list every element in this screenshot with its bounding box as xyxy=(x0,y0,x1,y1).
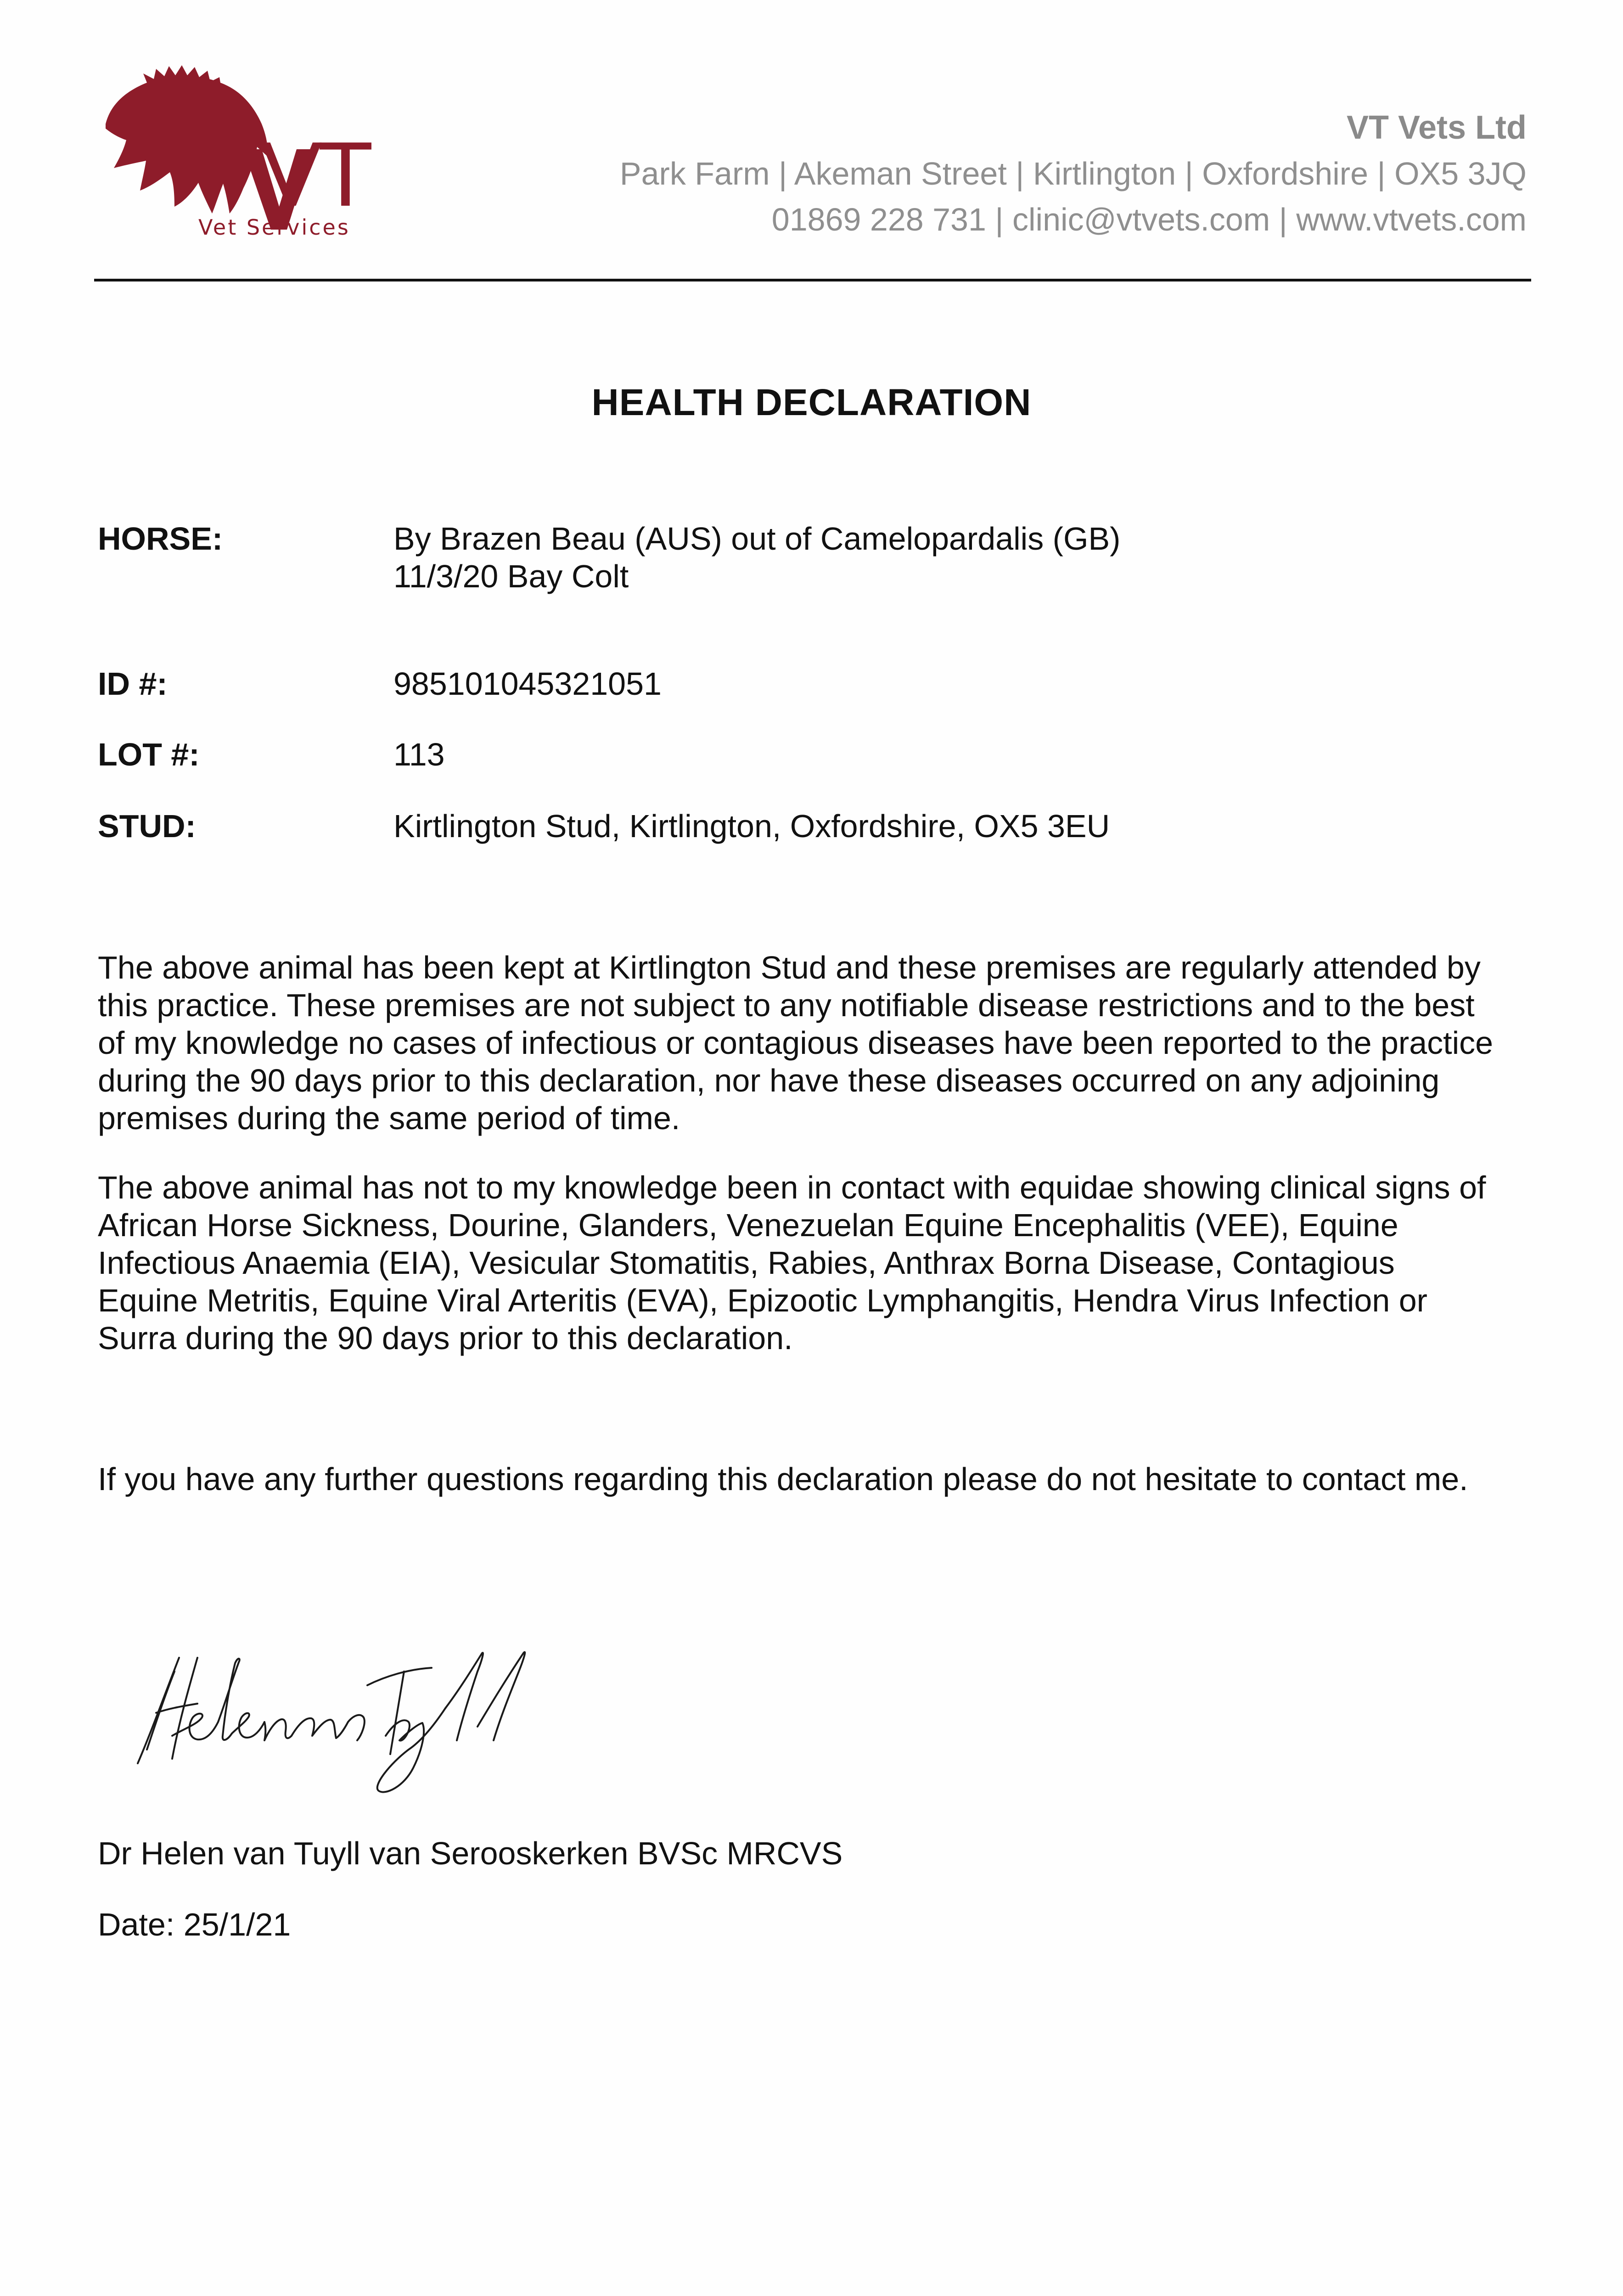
id-label: ID #: xyxy=(98,666,168,702)
paragraph-line: If you have any further questions regarding this declaration please do not hesitate to contact me. xyxy=(98,1461,1468,1497)
horse-pedigree: By Brazen Beau (AUS) out of Camelopardalis (GB) xyxy=(393,521,1121,557)
paragraph-line: premises during the same period of time. xyxy=(98,1100,680,1136)
vt-vet-services-logo xyxy=(92,55,369,248)
paragraph-line: during the 90 days prior to this declaration, nor have these diseases occurred on any adjoining xyxy=(98,1063,1440,1098)
premises-paragraph xyxy=(98,949,1535,1137)
header-divider xyxy=(94,279,1531,281)
paragraph-line: The above animal has been kept at Kirtlington Stud and these premises are regularly attended by xyxy=(98,950,1481,985)
document-title: HEALTH DECLARATION xyxy=(591,382,1032,423)
declaration-date: Date: 25/1/21 xyxy=(98,1907,291,1942)
paragraph-line: Infectious Anaemia (EIA), Vesicular Stomatitis, Rabies, Anthrax Borna Disease, Contagious xyxy=(98,1245,1395,1281)
signatory-name: Dr Helen van Tuyll van Serooskerken BVSc MRCVS xyxy=(98,1835,843,1871)
paragraph-line: this practice. These premises are not subject to any notifiable disease restrictions and to the best xyxy=(98,987,1475,1023)
stud-label: STUD: xyxy=(98,808,196,844)
lot-label: LOT #: xyxy=(98,737,200,772)
logo-letters: VT xyxy=(261,123,369,225)
stud-value: Kirtlington Stud, Kirtlington, Oxfordshire, OX5 3EU xyxy=(393,808,1110,844)
company-header xyxy=(620,105,1527,242)
contact-paragraph xyxy=(98,1460,1535,1498)
company-contact: 01869 228 731 | clinic@vtvets.com | www.vtvets.com xyxy=(771,202,1527,237)
horse-label: HORSE: xyxy=(98,521,223,557)
company-name: VT Vets Ltd xyxy=(1346,109,1527,146)
paragraph-line: African Horse Sickness, Dourine, Glanders, Venezuelan Equine Encephalitis (VEE), Equine xyxy=(98,1207,1398,1243)
paragraph-line: The above animal has not to my knowledge been in contact with equidae showing clinical signs of xyxy=(98,1170,1486,1205)
horse-details: 11/3/20 Bay Colt xyxy=(393,558,629,594)
paragraph-line: Equine Metritis, Equine Viral Arteritis (EVA), Epizootic Lymphangitis, Hendra Virus Infection or xyxy=(98,1283,1427,1318)
disease-contact-paragraph xyxy=(98,1169,1535,1357)
id-value: 985101045321051 xyxy=(393,666,662,702)
handwritten-signature xyxy=(129,1626,551,1800)
lot-value: 113 xyxy=(393,737,445,772)
paragraph-line: Surra during the 90 days prior to this declaration. xyxy=(98,1320,793,1356)
company-address: Park Farm | Akeman Street | Kirtlington | Oxfordshire | OX5 3JQ xyxy=(619,156,1527,191)
logo-subtext: Vet Services xyxy=(198,215,350,240)
paragraph-line: of my knowledge no cases of infectious or contagious diseases have been reported to the practice xyxy=(98,1025,1494,1061)
